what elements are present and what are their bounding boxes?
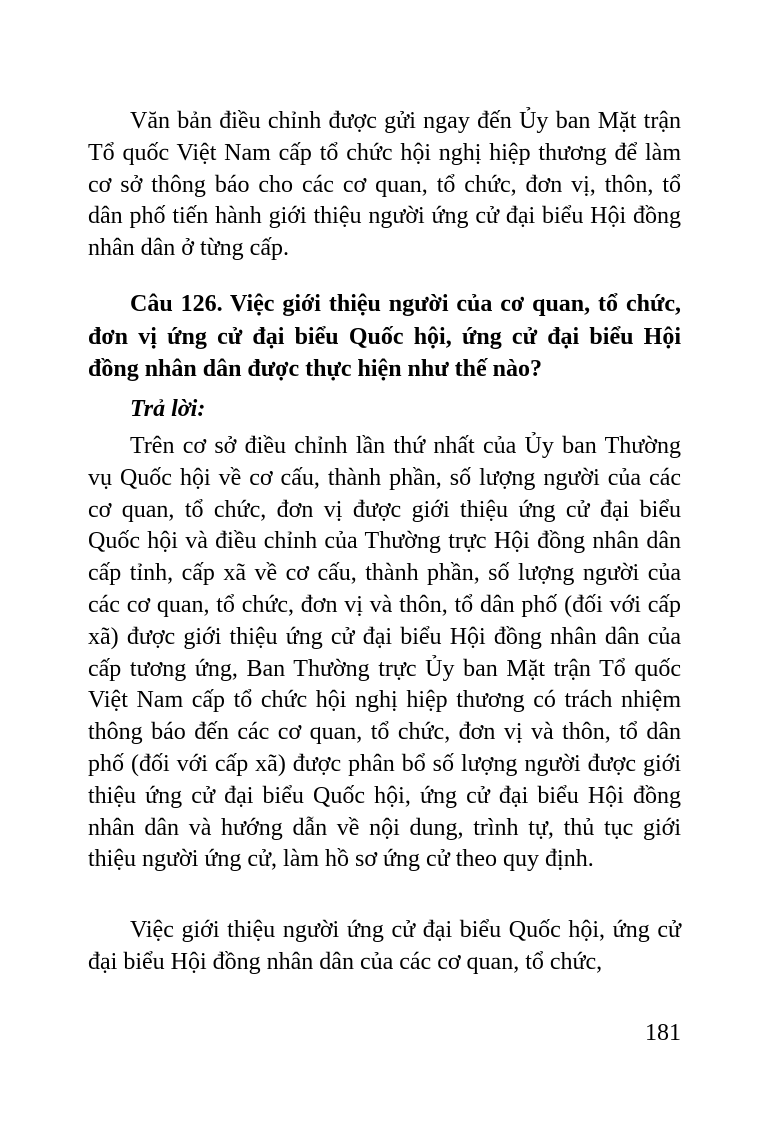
paragraph-answer-1: Trên cơ sở điều chỉnh lần thứ nhất của Ủy ban Thường vụ Quốc hội về cơ cấu, thành phần, số lượng người của các cơ quan, tổ chức, đơn vị được giới thiệu ứng cử đại biểu Quốc hội và điều chỉnh của Thường trực Hội đồng nhân dân cấp tỉnh, cấp xã về cơ cấu, thành phần, số lượng người của các cơ quan, tổ chức, đơn vị và thôn, tổ dân phố (đối với cấp xã) được giới thiệu ứng cử đại biểu Hội đồng nhân dân của cấp tương ứng, Ban Thường trực Ủy ban Mặt trận Tổ quốc Việt Nam cấp tổ chức hội nghị hiệp thương có trách nhiệm thông báo đến các cơ quan, tổ chức, đơn vị và thôn, tổ dân phố (đối với cấp xã) được phân bổ số lượng người được giới thiệu ứng cử đại biểu Quốc hội, ứng cử đại biểu Hội đồng nhân dân và hướng dẫn về nội dung, trình tự, thủ tục giới thiệu người ứng cử, làm hồ sơ ứng cử theo quy định.	[88, 433, 681, 873]
page-number: 181	[645, 1020, 681, 1046]
paragraph-answer-2: Việc giới thiệu người ứng cử đại biểu Quốc hội, ứng cử đại biểu Hội đồng nhân dân của các cơ quan, tổ chức,	[88, 917, 681, 975]
paragraph-intro: Văn bản điều chỉnh được gửi ngay đến Ủy ban Mặt trận Tổ quốc Việt Nam cấp tổ chức hội nghị hiệp thương để làm cơ sở thông báo cho các cơ quan, tổ chức, đơn vị, thôn, tổ dân phố tiến hành giới thiệu người ứng cử đại biểu Hội đồng nhân dân ở từng cấp.	[88, 108, 681, 262]
answer-label: Trả lời:	[130, 396, 206, 422]
question-heading: Câu 126. Việc giới thiệu người của cơ quan, tổ chức, đơn vị ứng cử đại biểu Quốc hội, ứng cử đại biểu Hội đồng nhân dân được thực hiện như thế nào?	[88, 291, 681, 382]
